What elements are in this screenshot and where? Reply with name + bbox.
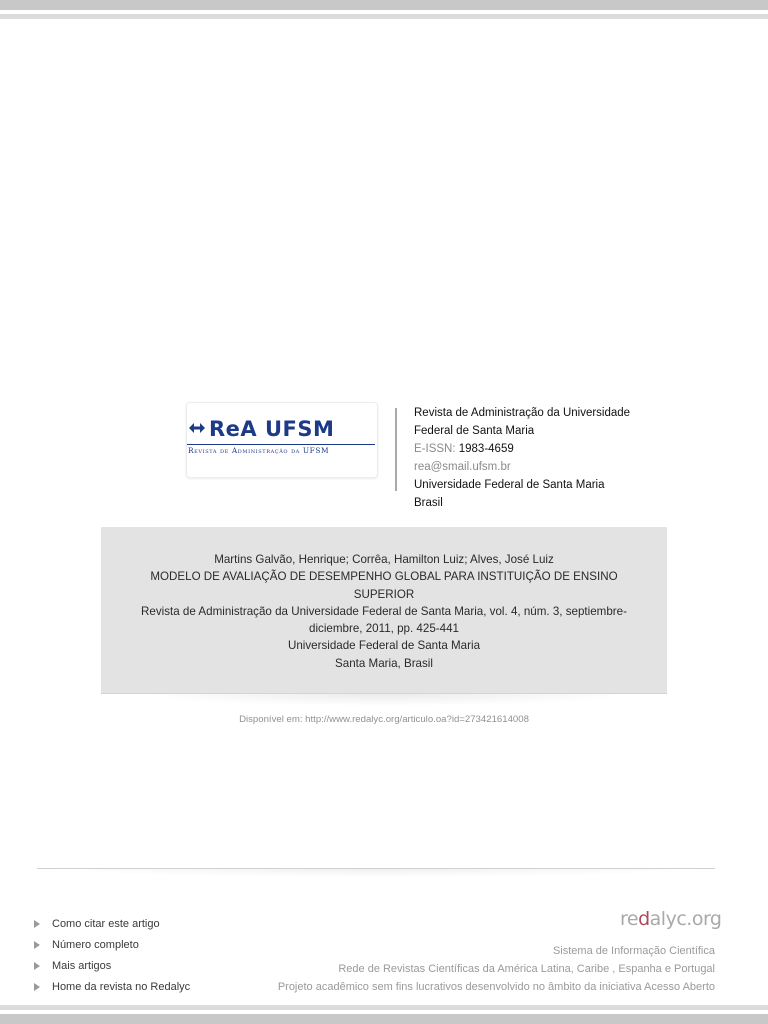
footer-line1: Sistema de Informação Científica (552, 945, 715, 957)
triangle-bullet-icon (34, 962, 40, 970)
journal-info (414, 404, 674, 512)
logo-underline (187, 444, 375, 445)
logo-main-text: ReA UFSM (209, 417, 335, 441)
journal-eissn (414, 440, 674, 458)
citation-authors: Martins Galvão, Henrique; Corrêa, Hamilton Luiz; Alves, José Luiz (214, 553, 554, 566)
link-cite-article[interactable] (34, 913, 190, 934)
citation-box (101, 527, 667, 694)
eissn-value: 1983-4659 (458, 443, 514, 455)
triangle-bullet-icon (34, 941, 40, 949)
journal-title-line1: Revista de Administração da Universidade (414, 407, 631, 419)
link-full-issue[interactable] (34, 934, 190, 955)
footer-line3: Projeto acadêmico sem fins lucrativos desenvolvido no âmbito da iniciativa Acesso Aberto (277, 981, 715, 993)
citation-institution: Universidade Federal de Santa Maria (287, 639, 481, 653)
top-border-bar-thin (0, 14, 768, 19)
eissn-label: E-ISSN: (414, 443, 456, 455)
available-url[interactable]: Disponível em: http://www.redalyc.org/articulo.oa?id=273421614008 (239, 714, 529, 725)
footer-line2: Rede de Revistas Científicas da América Latina, Caribe , Espanha e Portugal (338, 963, 715, 975)
citation-place: Santa Maria, Brasil (335, 656, 433, 670)
citation-source: Revista de Administração da Universidade Federal de Santa Maria, vol. 4, núm. 3, septiembre-diciembre, 2011, pp. 425-441 (141, 604, 627, 636)
vertical-divider (395, 408, 397, 491)
redalyc-logo-text (620, 908, 721, 930)
link-journal-home[interactable] (34, 976, 190, 997)
redalyc-logo[interactable] (612, 906, 722, 936)
journal-institution: Universidade Federal de Santa Maria (414, 479, 605, 491)
link-label[interactable]: Mais artigos (52, 959, 112, 972)
journal-country: Brasil (414, 497, 443, 509)
citation-box-shadow (140, 694, 630, 706)
logo-arrows-icon (189, 423, 205, 433)
redalyc-footer (278, 942, 715, 996)
redalyc-logo-accent: d (638, 908, 650, 930)
link-label[interactable]: Número completo (52, 938, 139, 951)
journal-title-line2: Federal de Santa Maria (414, 425, 535, 437)
bottom-border-bar (0, 1014, 768, 1024)
logo-subtitle: Revista de Administração da UFSM (188, 446, 330, 455)
redalyc-logo-part2: alyc (649, 908, 687, 930)
footer-divider-shadow (37, 869, 715, 877)
journal-logo (186, 402, 378, 478)
link-label[interactable]: Como citar este artigo (52, 917, 160, 930)
triangle-bullet-icon (34, 920, 40, 928)
top-border-bar (0, 0, 768, 10)
redalyc-logo-part1: re (620, 908, 639, 930)
redalyc-logo-part3: .org (686, 908, 722, 930)
citation-text (141, 551, 627, 672)
journal-email[interactable]: rea@smail.ufsm.br (414, 461, 511, 473)
triangle-bullet-icon (34, 983, 40, 991)
article-links (34, 913, 190, 997)
link-more-articles[interactable] (34, 955, 190, 976)
citation-title: MODELO DE AVALIAÇÃO DE DESEMPENHO GLOBAL PARA INSTITUIÇÃO DE ENSINO SUPERIOR (150, 570, 618, 601)
link-label[interactable]: Home da revista no Redalyc (52, 980, 191, 993)
bottom-border-bar-thin (0, 1005, 768, 1010)
